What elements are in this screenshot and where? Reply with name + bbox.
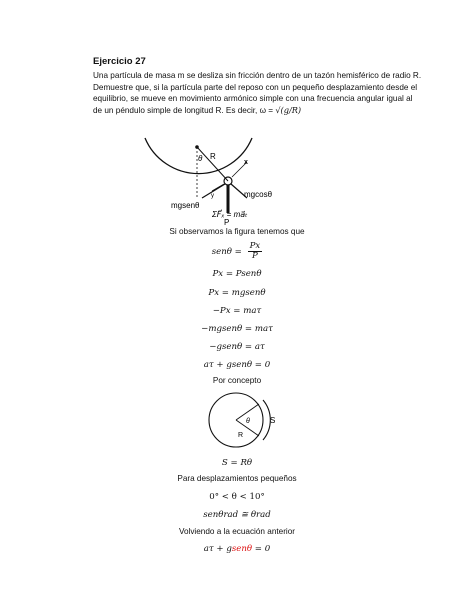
final-equation-sen: senθ [231,544,253,554]
back-text: Volviendo a la ecuación anterior [178,527,296,536]
equation-3: Px = mgsenθ [208,288,266,298]
pivot-point [195,145,199,149]
theta-label-2: θ [246,418,250,425]
angle-range: 0° < θ < 10° [209,492,265,502]
omega-expression: √(g/R) [275,104,302,115]
exercise-statement [93,70,422,116]
statement-line-1: Una partícula de masa m se desliza sin fricción dentro de un tazón hemisférico de radio R. [93,71,422,80]
equation-7: aτ + gsenθ = 0 [203,360,271,370]
arc-label: S [270,416,276,425]
equation-1 [0,242,474,261]
derivation-intro: Si observamos la figura tenemos que [169,227,305,236]
arc-diagram [200,390,280,450]
mgsen-label: mgsenθ [171,201,200,210]
weight-label: P [224,218,230,227]
statement-line-2: Demuestre que, si la partícula parte del reposo con un pequeño desplazamiento desde el [93,82,418,92]
approximation: senθrad ≅ θrad [203,510,271,520]
equation-6: −gsenθ = aτ [209,342,265,352]
radius-label: R [210,152,216,161]
equation-1-fraction [248,242,263,261]
equation-4: −Px = maτ [212,306,262,316]
y-axis-label: y [211,193,214,199]
theta-label: θ [198,154,203,163]
final-equation-a: aτ + g [203,544,232,554]
statement-line-4 [93,105,413,117]
x-axis-label: x [244,159,248,166]
small-displacement-text: Para desplazamientos pequeños [177,474,297,483]
statement-line-3: equilibrio, se mueve en movimiento armónico simple con una frecuencia angular igual al [93,94,413,104]
equation-5: −mgsenθ = maτ [201,324,273,334]
exercise-title: Ejercicio 27 [93,56,146,67]
equation-1-lhs: senθ = [211,247,242,257]
y-axis-line [212,184,224,191]
equation-2: Px = Psenθ [212,269,262,279]
bowl-diagram [140,135,290,240]
sum-forces-label: ΣF⃗ₓ = ma⃗ₜ [212,210,248,219]
mgcos-label: mgcosθ [244,190,273,199]
final-equation [0,544,474,554]
equation-s: S = Rθ [221,458,253,468]
concept-label: Por concepto [212,376,262,385]
radius-label-2: R [238,432,244,439]
statement-last-text: de un péndulo simple de longitud R. Es decir, ω = [93,105,274,115]
final-equation-end: = 0 [252,544,271,554]
equation-1-numerator: Px [249,241,261,251]
equation-1-denominator: P [252,251,258,261]
